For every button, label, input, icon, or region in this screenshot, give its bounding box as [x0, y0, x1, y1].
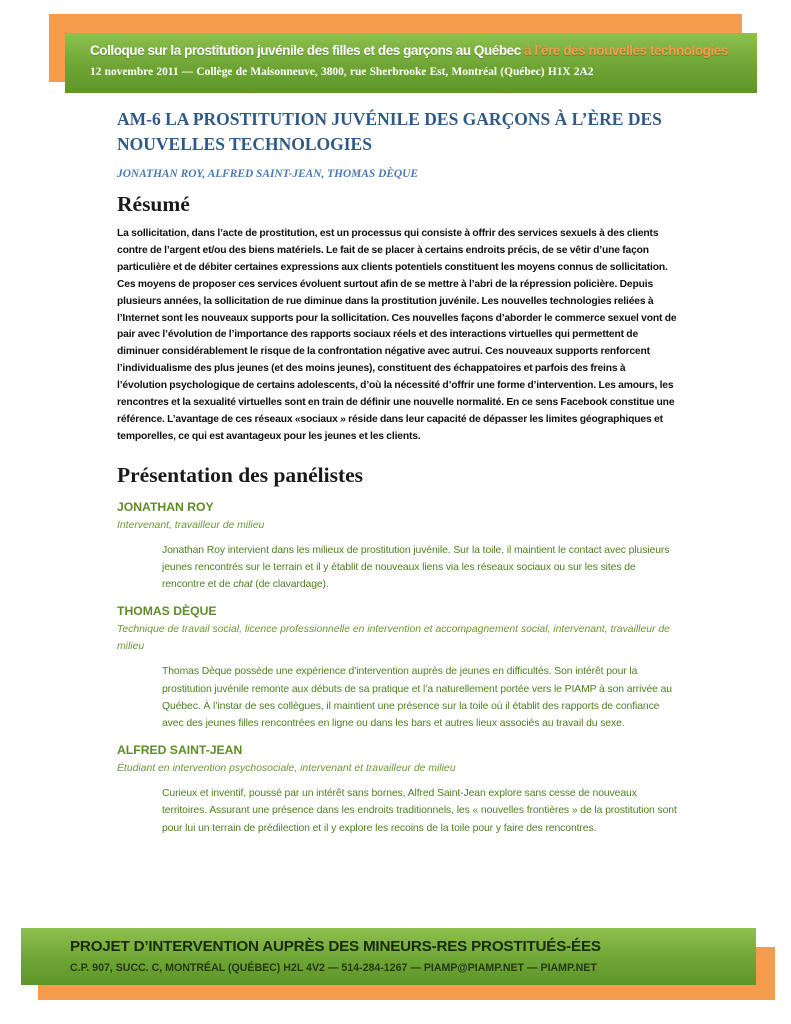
panelist-name: ALFRED SAINT-JEAN [117, 743, 243, 758]
colloquium-title-accent: à l’ère des nouvelles technologies [524, 43, 728, 58]
document-title: AM-6 LA PROSTITUTION JUVÉNILE DES GARÇONS À L’ÈRE DES NOUVELLES TECHNOLOGIES [117, 109, 662, 154]
panelist-bio: Thomas Dèque possède une expérience d’intervention auprès de jeunes en difficultés. Son intérêt pour la prostitution juvénile remonte aux débuts de sa pratique et l’a naturellement portée vers le PIAMP à son arrivée au Québec. À l’instar de ses collègues, il maintient une présence sur la toile où il établit des rapports de confiance avec des jeunes filles rencontrées en ligne ou dans les bars et autres lieux associés au travail du sexe. [162, 666, 672, 729]
main-content [117, 107, 677, 837]
resume-heading: Résumé [117, 192, 190, 216]
footer-project-title: PROJET D’INTERVENTION AUPRÈS DES MINEURS-RES PROSTITUÉS-ÉES [70, 938, 601, 955]
panelist-bio-italic: chat [233, 579, 253, 591]
colloquium-title [90, 43, 757, 58]
panelist-role: Étudiant en intervention psychosociale, intervenant et travailleur de milieu [117, 763, 456, 775]
panelist-bio [162, 542, 677, 594]
panelist-thomas-deque [117, 604, 677, 732]
panelist-bio: Curieux et inventif, poussé par un intérêt sans bornes, Alfred Saint-Jean explore sans cesse de nouveaux territoires. Assurant une présence dans les endroits traditionnels, les « nouvelles frontières » de la prostitution sont pour lui un terrain de prédilection et il y explore les recoins de la toile pour y faire des rencontres. [162, 788, 677, 834]
resume-text: La sollicitation, dans l’acte de prostitution, est un processus qui consiste à offrir des services sexuels à des clients contre de l’argent et/ou des biens matériels. Le fait de se placer à certains endroits précis, de se vêtir d’une façon particulière et de débiter certaines expressions aux clients potentiels constituent les moyens connus de sollicitation. Ces moyens de proposer ces services évoluent surtout afin de se mettre à l’abri de la répression policière. Depuis plusieurs années, la sollicitation de rue diminue dans la prostitution juvénile. Les nouvelles technologies reliées à l’Internet sont les nouveaux supports pour la sollicitation. Ces nouvelles façons d’aborder le commerce sexuel vont de pair avec l’évolution de l’importance des rapports sociaux réels et des interactions virtuelles qui permettent de diminuer considérablement le risque de la confrontation négative avec autrui. Ces nouveaux supports renforcent l’individualisme des plus jeunes (et des moins jeunes), constituent des échappatoires et parfois des freins à l’évolution psychologique de certains adolescents, d’où la nécessité d’offrir une forme d’intervention. Les amours, les rencontres et la sexualité virtuelles sont en train de définir une nouvelle normalité. En ce sens Facebook constitue une référence. L’avantage de ces réseaux «sociaux » réside dans leur capacité de dépasser les limites géographiques et temporelles, ce qui est avantageux pour les jeunes et les clients. [117, 228, 677, 442]
footer-banner [21, 928, 756, 985]
header-banner [65, 33, 757, 93]
colloquium-title-main: Colloque sur la prostitution juvénile des filles et des garçons au Québec [90, 43, 521, 58]
panelists-heading: Présentation des panélistes [117, 462, 364, 487]
panelist-bio-part: Jonathan Roy intervient dans les milieux de prostitution juvénile. Sur la toile, il maintient le contact avec plusieurs jeunes rencontrés sur le terrain et il y établit de nouveaux liens via les réseaux sociaux ou sur les sites de rencontre et de [162, 544, 670, 591]
panelist-name: JONATHAN ROY [117, 499, 214, 514]
panelist-jonathan-roy [117, 500, 677, 594]
colloquium-date-venue: 12 novembre 2011 — Collège de Maisonneuve, 3800, rue Sherbrooke Est, Montréal (Québec) H1X 2A2 [90, 66, 594, 78]
panelist-role: Technique de travail social, licence professionnelle en intervention et accompagnement social, intervenant, travailleur de milieu [117, 624, 670, 653]
panelist-alfred-saint-jean [117, 743, 677, 837]
panelist-role: Intervenant, travailleur de milieu [117, 519, 265, 531]
panelist-name: THOMAS DÈQUE [117, 604, 217, 619]
document-authors: JONATHAN ROY, ALFRED SAINT-JEAN, THOMAS DÈQUE [117, 168, 418, 180]
panelist-bio-part: (de clavardage). [252, 579, 329, 591]
footer-contact: C.P. 907, SUCC. C, MONTRÉAL (QUÉBEC) H2L 4V2 — 514-284-1267 — PIAMP@PIAMP.NET — PIAMP.NET [70, 962, 597, 974]
